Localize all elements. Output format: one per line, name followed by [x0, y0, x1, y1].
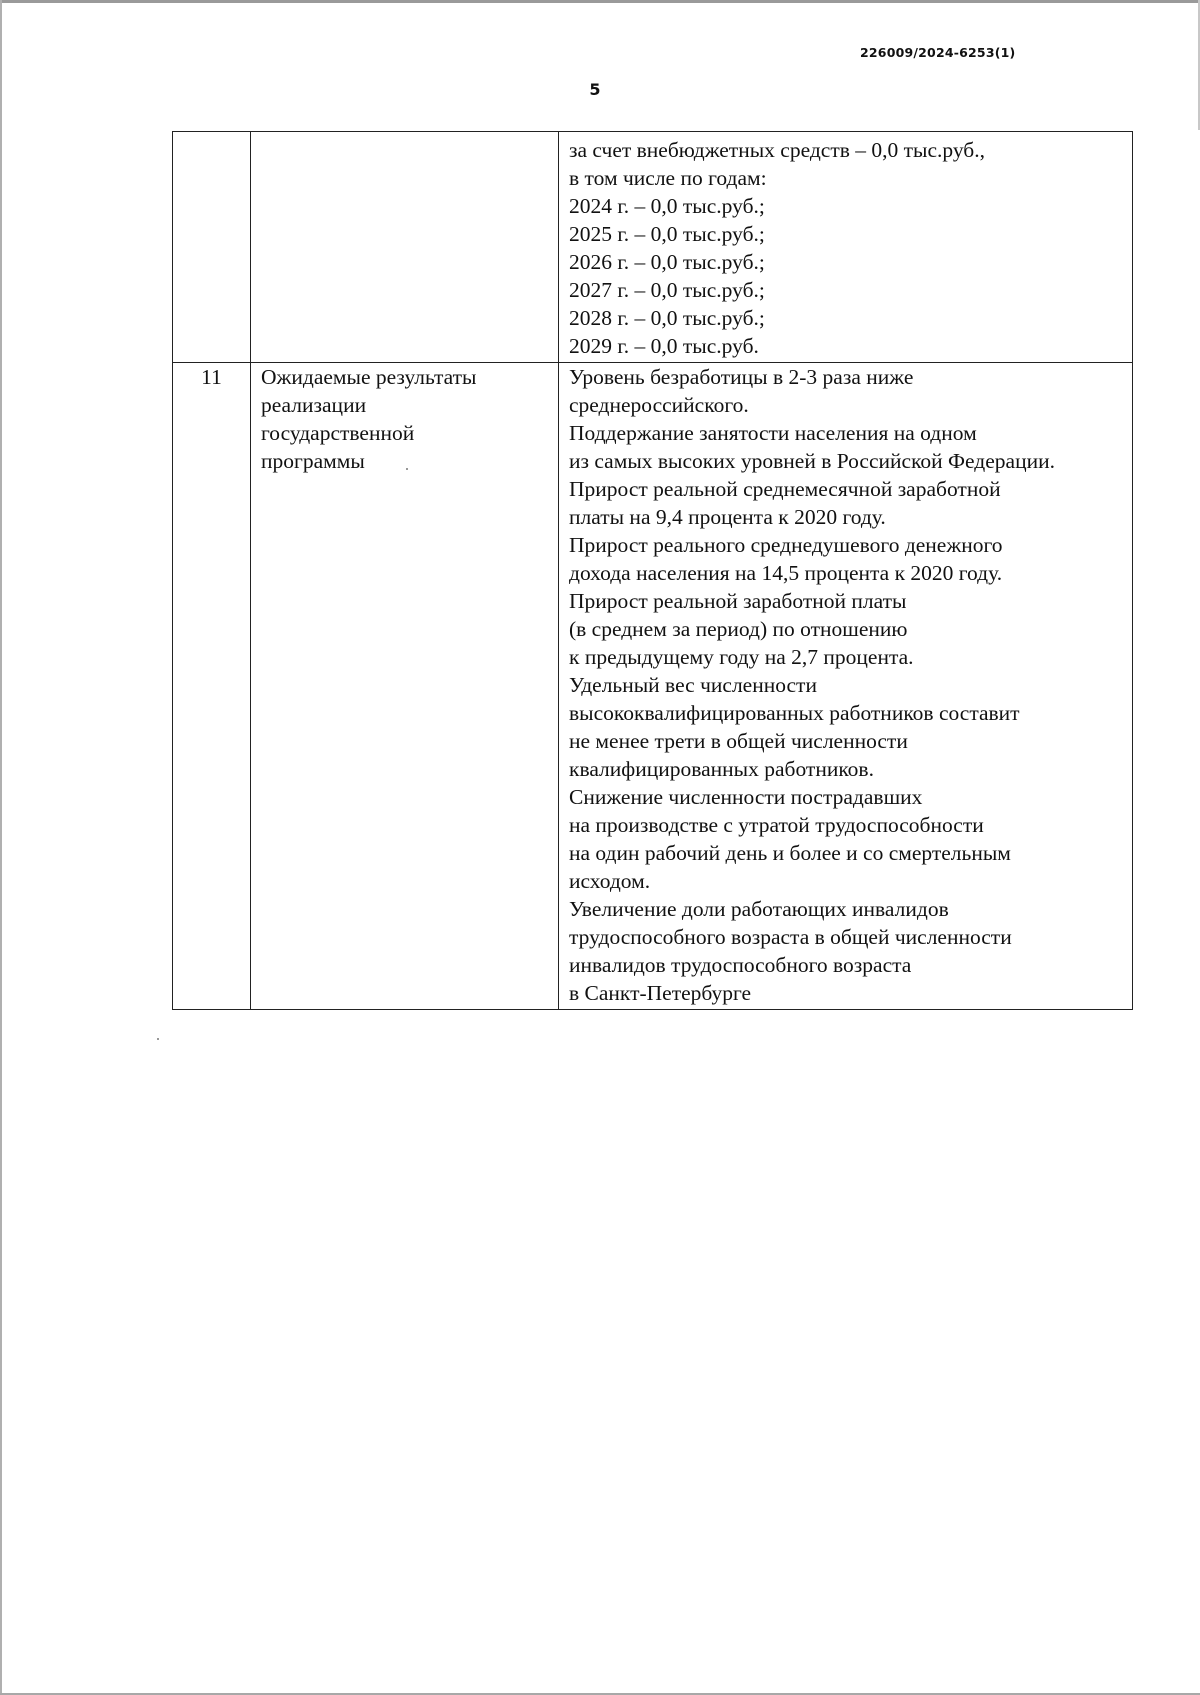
document-number: 226009/2024-6253(1)	[860, 45, 1016, 60]
program-passport-table	[172, 131, 1133, 1010]
text-line: исходом.	[569, 869, 651, 893]
scan-speck	[406, 468, 408, 470]
text-line: Прирост реального среднедушевого денежного	[569, 533, 1003, 557]
text-line: реализации	[261, 393, 367, 417]
text-line: Уровень безработицы в 2-3 раза ниже	[569, 365, 914, 389]
text-line: 2029 г. – 0,0 тыс.руб.	[569, 334, 759, 358]
text-line: дохода населения на 14,5 процента к 2020 году.	[569, 561, 1003, 585]
row-number-cell: 11	[173, 363, 251, 1010]
text-line: 2025 г. – 0,0 тыс.руб.;	[569, 222, 765, 246]
text-line: высококвалифицированных работников составит	[569, 701, 1020, 725]
text-line: на производстве с утратой трудоспособности	[569, 813, 984, 837]
text-line: Поддержание занятости населения на одном	[569, 421, 977, 445]
text-line: Прирост реальной среднемесячной заработной	[569, 477, 1001, 501]
text-line: Увеличение доли работающих инвалидов	[569, 897, 949, 921]
text-line: среднероссийского.	[569, 393, 749, 417]
page-number: 5	[589, 80, 601, 99]
text-line: из самых высоких уровней в Российской Федерации.	[569, 449, 1055, 473]
text-line: 2024 г. – 0,0 тыс.руб.;	[569, 194, 765, 218]
scan-speck	[157, 1038, 159, 1040]
row-content-cell	[559, 363, 1133, 1010]
text-line: Удельный вес численности	[569, 673, 817, 697]
text-line: в Санкт-Петербурге	[569, 981, 752, 1005]
text-line: 2028 г. – 0,0 тыс.руб.;	[569, 306, 765, 330]
table-row	[173, 363, 1133, 1010]
row-name-cell	[251, 363, 559, 1010]
text-line: на один рабочий день и более и со смертельным	[569, 841, 1011, 865]
scan-edge-left	[0, 0, 2, 1695]
text-line: инвалидов трудоспособного возраста	[569, 953, 912, 977]
text-line: (в среднем за период) по отношению	[569, 617, 908, 641]
row-name-cell	[251, 132, 559, 363]
text-line: квалифицированных работников.	[569, 757, 874, 781]
text-line: 2027 г. – 0,0 тыс.руб.;	[569, 278, 765, 302]
text-line: Снижение численности пострадавших	[569, 785, 923, 809]
text-line: к предыдущему году на 2,7 процента.	[569, 645, 914, 669]
text-line: не менее трети в общей численности	[569, 729, 908, 753]
text-line: Прирост реальной заработной платы	[569, 589, 907, 613]
row-number-cell	[173, 132, 251, 363]
text-line: программы	[261, 449, 365, 473]
text-line: в том числе по годам:	[569, 166, 767, 190]
text-line: Ожидаемые результаты	[261, 365, 477, 389]
text-line: трудоспособного возраста в общей численности	[569, 925, 1012, 949]
row-content-cell	[559, 132, 1133, 363]
scan-edge-top	[0, 0, 1200, 3]
text-line: за счет внебюджетных средств – 0,0 тыс.руб.,	[569, 138, 985, 162]
text-line: 2026 г. – 0,0 тыс.руб.;	[569, 250, 765, 274]
table-row	[173, 132, 1133, 363]
text-line: государственной	[261, 421, 415, 445]
text-line: платы на 9,4 процента к 2020 году.	[569, 505, 886, 529]
